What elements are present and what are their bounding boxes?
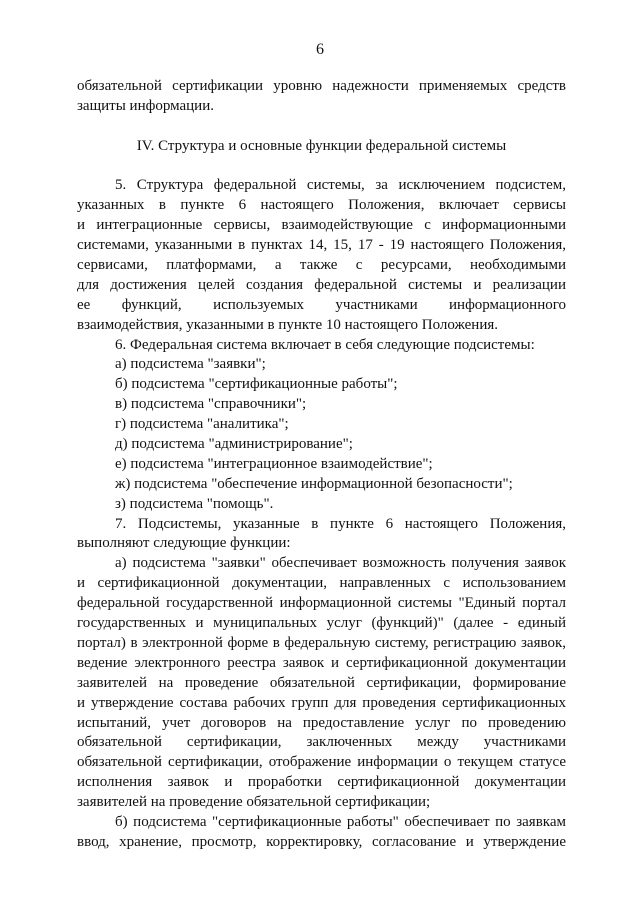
text-line: 5. Структура федеральной системы, за исключением подсистем, <box>115 177 566 194</box>
text-line: а) подсистема "заявки"; <box>115 356 266 373</box>
text-line: государственных и муниципальных услуг (функций)" (далее - единый <box>77 615 566 632</box>
text-line: 6. Федеральная система включает в себя следующие подсистемы: <box>115 336 535 353</box>
text-line: взаимодействия, указанными в пункте 10 настоящего Положения. <box>77 316 499 333</box>
paragraph-gap <box>77 117 566 137</box>
text-line: для достижения целей создания федеральной системы и реализации <box>77 276 566 293</box>
text-line: обязательной сертификации, отображение информации о текущем статусе <box>77 754 566 771</box>
text-line: б) подсистема "сертификационные работы"; <box>115 376 398 393</box>
text-line: портал) в электронной форме в федеральную систему, регистрацию заявок, <box>77 634 566 651</box>
text-line: ввод, хранение, просмотр, корректировку, согласование и утверждение <box>77 833 566 850</box>
text-line: системами, указанными в пунктах 14, 15, 17 - 19 настоящего Положения, <box>77 237 566 254</box>
text-line: и сертификационной документации, направленных с использованием <box>77 575 566 592</box>
text-line: 7. Подсистемы, указанные в пункте 6 настоящего Положения, <box>115 515 566 532</box>
text-line: ее функций, используемых участниками информационного <box>77 296 566 313</box>
text-line: б) подсистема "сертификационные работы" обеспечивает по заявкам <box>115 813 566 830</box>
text-line: федеральной государственной информационной системы "Единый портал <box>77 595 566 612</box>
paragraph-gap <box>77 157 566 177</box>
text-line: г) подсистема "аналитика"; <box>115 416 289 433</box>
text-line: указанных в пункте 6 настоящего Положения, включает сервисы <box>77 197 566 214</box>
text-line: ведение электронного реестра заявок и сертификационной документации <box>77 654 566 671</box>
text-line: д) подсистема "администрирование"; <box>115 436 353 453</box>
text-line: защиты информации. <box>77 97 214 114</box>
page-content <box>77 77 566 853</box>
text-line: сервисами, платформами, а также с ресурсами, необходимыми <box>77 257 566 274</box>
text-line: в) подсистема "справочники"; <box>115 396 307 413</box>
text-line: испытаний, учет договоров на предоставление услуг по проведению <box>77 714 566 731</box>
text-line: и утверждение состава рабочих групп для проведения сертификационных <box>77 694 566 711</box>
text-line: з) подсистема "помощь". <box>115 495 274 512</box>
section-heading: IV. Структура и основные функции федеральной системы <box>136 137 507 154</box>
text-line: обязательной сертификации, заключенных между участниками <box>77 734 566 751</box>
text-line: и интеграционные сервисы, взаимодействующие с информационными <box>77 217 566 234</box>
text-line: выполняют следующие функции: <box>77 535 291 552</box>
text-line: е) подсистема "интеграционное взаимодействие"; <box>115 455 433 472</box>
text-line: обязательной сертификации уровню надежности применяемых средств <box>77 78 566 94</box>
text-line: ж) подсистема "обеспечение информационной безопасности"; <box>115 475 513 492</box>
text-line: заявителей на проведение обязательной сертификации, формирование <box>77 674 566 691</box>
text-line: заявителей на проведение обязательной сертификации; <box>77 794 431 811</box>
text-line: исполнения заявок и проработки сертификационной документации <box>77 774 566 791</box>
text-line: а) подсистема "заявки" обеспечивает возможность получения заявок <box>115 555 566 572</box>
page-number: 6 <box>316 41 324 58</box>
